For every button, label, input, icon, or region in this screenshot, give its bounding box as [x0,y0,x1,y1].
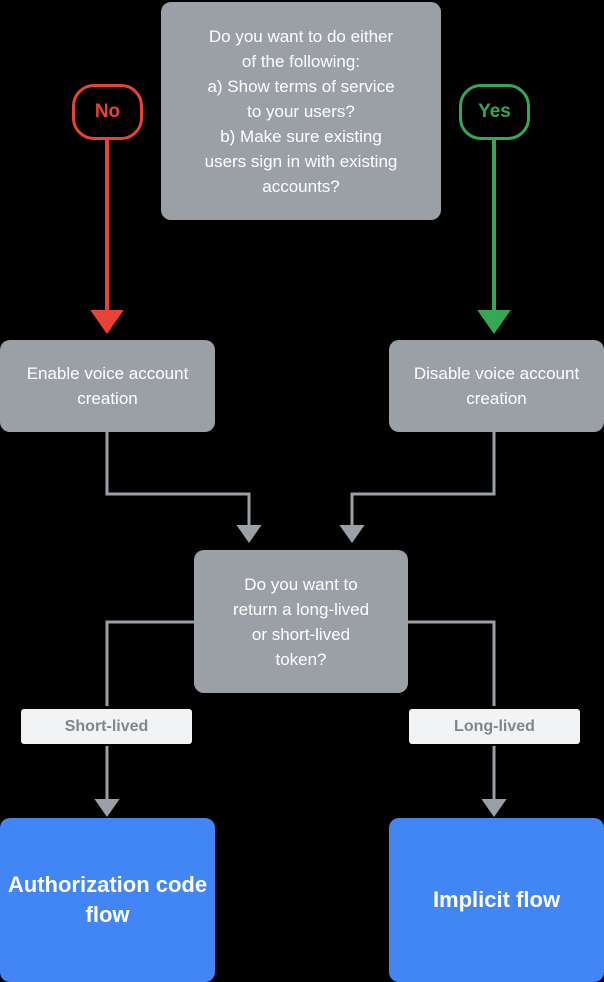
token-question-line-3: or short-lived [251,624,351,644]
question-line-5: b) Make sure existing [220,126,382,146]
node-question-token-lifetime [194,550,408,693]
edge-label-short-lived-text: Short-lived [64,717,149,735]
token-question-line-1: Do you want to [244,574,358,594]
node-enable-voice-label: Enable voice account creation [26,364,189,408]
question-line-7: accounts? [262,176,340,196]
question-line-2: of the following: [241,51,361,71]
node-implicit-flow [389,818,604,982]
edge-token-to-short-lived [107,622,194,706]
node-enable-voice-account-creation [0,340,215,432]
token-question-line-2: return a long-lived [232,599,370,619]
node-question-terms-of-service [161,2,441,220]
node-authorization-code-flow [0,818,215,982]
edge-label-no-text: No [94,101,121,122]
question-line-6: users sign in with existing [204,151,398,171]
edge-label-yes [459,84,530,140]
edge-label-yes-text: Yes [478,101,511,122]
node-disable-voice-label: Disable voice account creation [413,364,580,408]
edge-label-long-lived-text: Long-lived [454,717,535,735]
edge-label-long-lived [409,709,580,744]
question-line-4: to your users? [247,101,355,121]
node-disable-voice-account-creation [389,340,604,432]
edge-label-short-lived [21,709,192,744]
edge-token-to-long-lived [408,622,494,706]
node-implicit-flow-label: Implicit flow [432,887,561,912]
edge-enable-to-token-question [107,432,249,534]
token-question-line-4: token? [275,649,327,669]
question-line-3: a) Show terms of service [207,76,395,96]
question-line-1: Do you want to do either [208,26,394,46]
edge-label-no [72,84,143,140]
edge-disable-to-token-question [352,432,494,534]
node-authorization-code-flow-label: Authorization code flow [7,872,208,927]
